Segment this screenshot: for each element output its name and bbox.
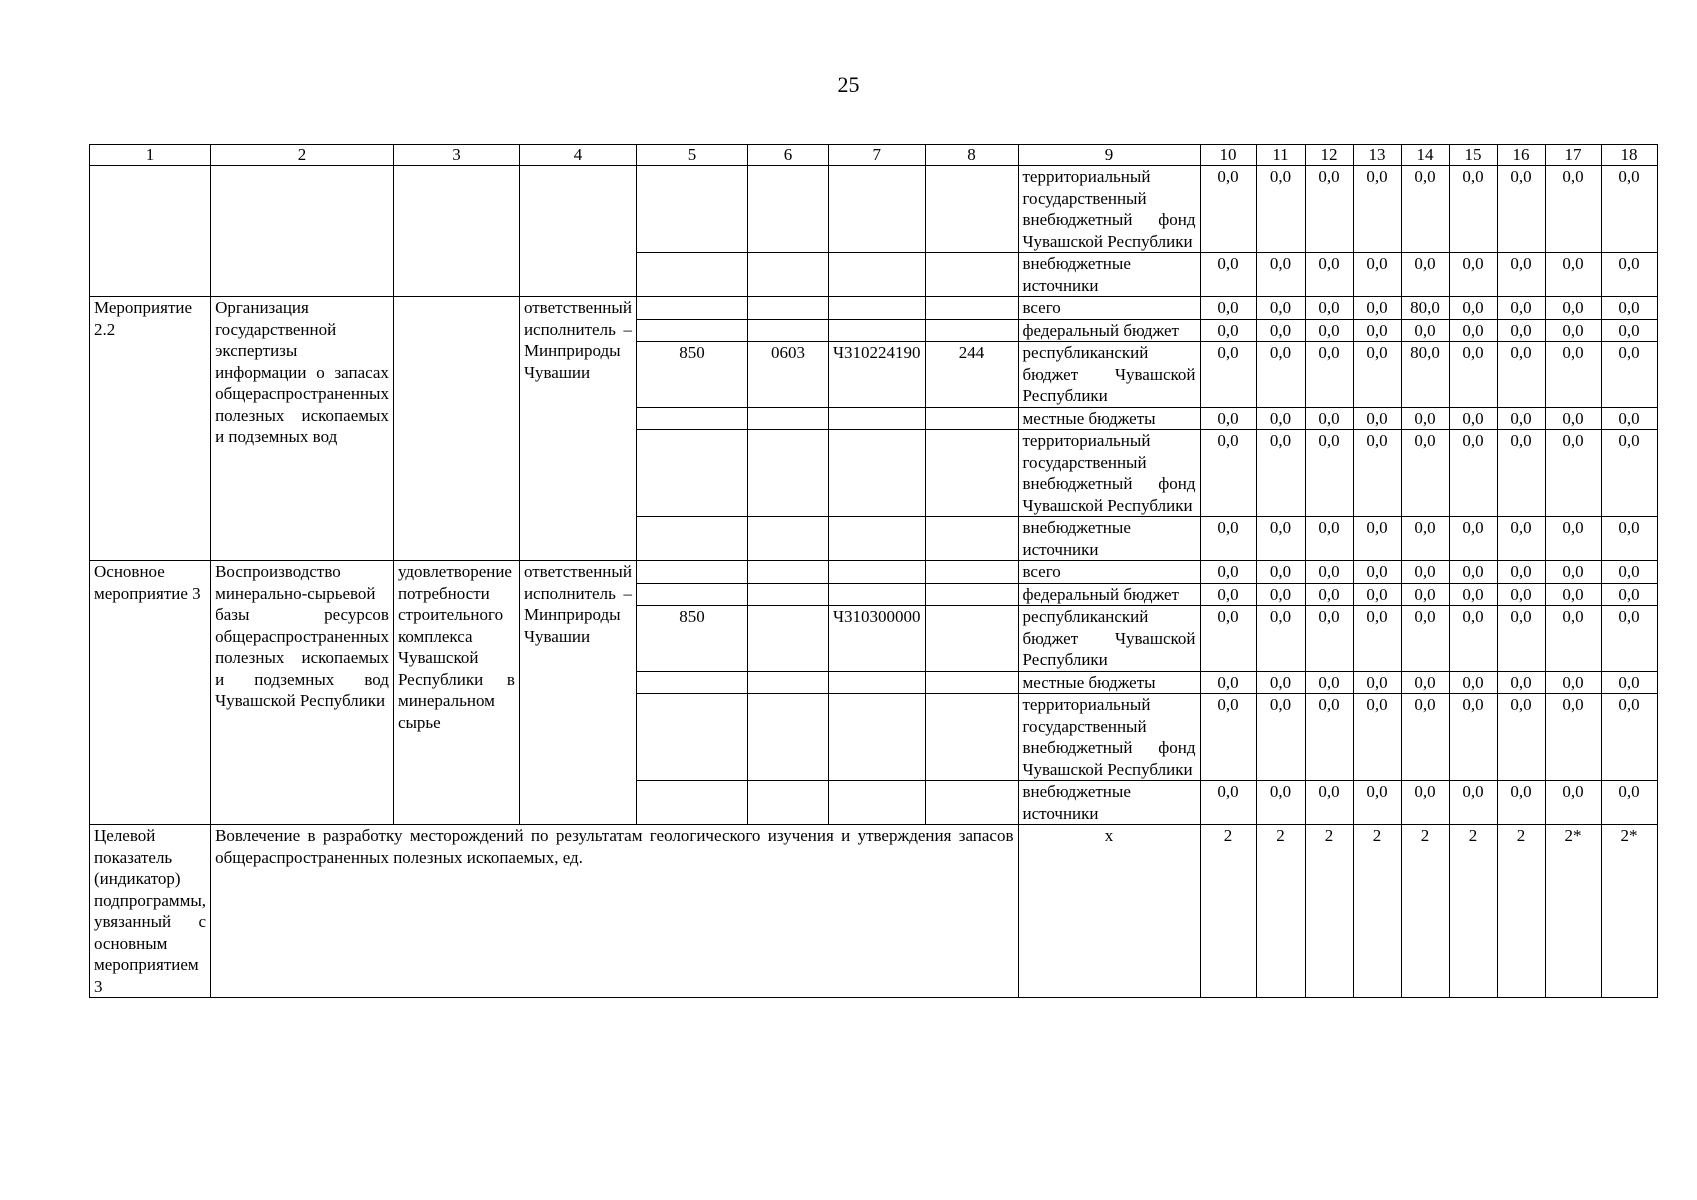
csr-cell <box>828 430 925 517</box>
target-value: 2 <box>1497 825 1545 998</box>
value-cell: 0,0 <box>1305 319 1353 342</box>
column-header: 7 <box>828 145 925 166</box>
value-cell: 0,0 <box>1305 297 1353 320</box>
value-cell: 0,0 <box>1449 407 1497 430</box>
value-cell: 0,0 <box>1449 319 1497 342</box>
source-cell: федеральный бюджет <box>1018 319 1200 342</box>
result-cell: удовлетворение потребности строительного комплекса Чувашской Республики в минеральном сырье <box>393 561 519 825</box>
value-cell: 0,0 <box>1449 517 1497 561</box>
value-cell: 0,0 <box>1256 671 1305 694</box>
csr-cell <box>828 319 925 342</box>
value-cell: 0,0 <box>1401 253 1449 297</box>
grbs-cell <box>636 430 747 517</box>
value-cell: 0,0 <box>1545 694 1601 781</box>
value-cell: 0,0 <box>1545 342 1601 408</box>
grbs-cell <box>636 517 747 561</box>
budget-table <box>89 144 1658 998</box>
value-cell: 80,0 <box>1401 342 1449 408</box>
value-cell: 0,0 <box>1601 561 1657 584</box>
vr-cell <box>925 583 1018 606</box>
rzpr-cell <box>747 430 828 517</box>
column-header: 5 <box>636 145 747 166</box>
value-cell: 0,0 <box>1353 583 1401 606</box>
value-cell: 0,0 <box>1305 606 1353 672</box>
value-cell: 0,0 <box>1601 166 1657 253</box>
value-cell: 0,0 <box>1256 606 1305 672</box>
source-cell: внебюджетные источники <box>1018 517 1200 561</box>
value-cell: 0,0 <box>1305 253 1353 297</box>
status-cell: Мероприятие 2.2 <box>90 297 211 561</box>
value-cell: 0,0 <box>1353 430 1401 517</box>
value-cell: 80,0 <box>1401 297 1449 320</box>
value-cell: 0,0 <box>1449 342 1497 408</box>
column-header: 13 <box>1353 145 1401 166</box>
name-cell: Воспроизводство минерально-сырьевой базы ресурсов общераспространенных полезных ископаемых и подземных вод Чувашской Республики <box>211 561 394 825</box>
value-cell: 0,0 <box>1449 583 1497 606</box>
value-cell: 0,0 <box>1401 407 1449 430</box>
value-cell: 0,0 <box>1200 319 1256 342</box>
grbs-cell <box>636 561 747 584</box>
status-cell: Основное мероприятие 3 <box>90 561 211 825</box>
rzpr-cell <box>747 297 828 320</box>
table-row <box>90 561 1658 584</box>
csr-cell <box>828 781 925 825</box>
vr-cell <box>925 561 1018 584</box>
value-cell: 0,0 <box>1449 253 1497 297</box>
value-cell: 0,0 <box>1401 781 1449 825</box>
source-cell: внебюджетные источники <box>1018 781 1200 825</box>
rzpr-cell <box>747 694 828 781</box>
csr-cell <box>828 253 925 297</box>
value-cell: 0,0 <box>1601 781 1657 825</box>
value-cell: 0,0 <box>1545 606 1601 672</box>
rzpr-cell <box>747 166 828 253</box>
value-cell: 0,0 <box>1401 517 1449 561</box>
value-cell: 0,0 <box>1601 297 1657 320</box>
value-cell: 0,0 <box>1256 430 1305 517</box>
value-cell: 0,0 <box>1353 781 1401 825</box>
value-cell: 0,0 <box>1497 671 1545 694</box>
value-cell: 0,0 <box>1545 297 1601 320</box>
value-cell: 0,0 <box>1305 342 1353 408</box>
value-cell: 0,0 <box>1545 561 1601 584</box>
value-cell: 0,0 <box>1497 253 1545 297</box>
header-row <box>90 145 1658 166</box>
target-value: 2 <box>1401 825 1449 998</box>
value-cell: 0,0 <box>1200 694 1256 781</box>
value-cell: 0,0 <box>1200 430 1256 517</box>
value-cell: 0,0 <box>1353 694 1401 781</box>
value-cell: 0,0 <box>1401 166 1449 253</box>
source-cell: внебюджетные источники <box>1018 253 1200 297</box>
rzpr-cell <box>747 253 828 297</box>
value-cell: 0,0 <box>1497 407 1545 430</box>
target-value: 2 <box>1449 825 1497 998</box>
target-value: 2 <box>1353 825 1401 998</box>
value-cell: 0,0 <box>1256 694 1305 781</box>
value-cell: 0,0 <box>1256 319 1305 342</box>
result-cell <box>393 166 519 297</box>
column-header: 10 <box>1200 145 1256 166</box>
value-cell: 0,0 <box>1449 606 1497 672</box>
value-cell: 0,0 <box>1200 407 1256 430</box>
value-cell: 0,0 <box>1497 694 1545 781</box>
grbs-cell <box>636 671 747 694</box>
grbs-cell <box>636 253 747 297</box>
executor-cell <box>519 166 636 297</box>
value-cell: 0,0 <box>1497 561 1545 584</box>
source-cell: местные бюджеты <box>1018 671 1200 694</box>
value-cell: 0,0 <box>1601 517 1657 561</box>
value-cell: 0,0 <box>1497 319 1545 342</box>
result-cell <box>393 297 519 561</box>
table-row <box>90 166 1658 253</box>
value-cell: 0,0 <box>1200 781 1256 825</box>
source-cell: республиканский бюджет Чувашской Республики <box>1018 342 1200 408</box>
value-cell: 0,0 <box>1497 166 1545 253</box>
page-number: 25 <box>837 72 860 97</box>
vr-cell <box>925 781 1018 825</box>
value-cell: 0,0 <box>1601 407 1657 430</box>
rzpr-cell <box>747 319 828 342</box>
value-cell: 0,0 <box>1449 297 1497 320</box>
csr-cell <box>828 561 925 584</box>
rzpr-cell <box>747 606 828 672</box>
source-cell: всего <box>1018 297 1200 320</box>
column-header: 4 <box>519 145 636 166</box>
column-header: 12 <box>1305 145 1353 166</box>
value-cell: 0,0 <box>1497 781 1545 825</box>
value-cell: 0,0 <box>1545 253 1601 297</box>
source-cell: республиканский бюджет Чувашской Республики <box>1018 606 1200 672</box>
value-cell: 0,0 <box>1545 781 1601 825</box>
column-header: 14 <box>1401 145 1449 166</box>
value-cell: 0,0 <box>1449 781 1497 825</box>
value-cell: 0,0 <box>1353 297 1401 320</box>
source-cell: всего <box>1018 561 1200 584</box>
value-cell: 0,0 <box>1200 671 1256 694</box>
csr-cell <box>828 166 925 253</box>
value-cell: 0,0 <box>1449 561 1497 584</box>
value-cell: 0,0 <box>1545 430 1601 517</box>
grbs-cell <box>636 319 747 342</box>
column-header: 18 <box>1601 145 1657 166</box>
csr-cell <box>828 517 925 561</box>
value-cell: 0,0 <box>1256 166 1305 253</box>
source-cell: территориальный государственный внебюджетный фонд Чувашской Республики <box>1018 166 1200 253</box>
value-cell: 0,0 <box>1200 583 1256 606</box>
rzpr-cell <box>747 671 828 694</box>
target-description: Вовлечение в разработку месторождений по результатам геологического изучения и утверждения запасов общераспространенных полезных ископаемых, ед. <box>211 825 1018 998</box>
value-cell: 0,0 <box>1305 694 1353 781</box>
vr-cell: 244 <box>925 342 1018 408</box>
value-cell: 0,0 <box>1200 561 1256 584</box>
target-value: 2 <box>1200 825 1256 998</box>
column-header: 16 <box>1497 145 1545 166</box>
value-cell: 0,0 <box>1353 671 1401 694</box>
csr-cell <box>828 583 925 606</box>
source-cell: федеральный бюджет <box>1018 583 1200 606</box>
value-cell: 0,0 <box>1601 253 1657 297</box>
grbs-cell: 850 <box>636 342 747 408</box>
value-cell: 0,0 <box>1545 407 1601 430</box>
value-cell: 0,0 <box>1256 781 1305 825</box>
csr-cell <box>828 694 925 781</box>
grbs-cell: 850 <box>636 606 747 672</box>
value-cell: 0,0 <box>1401 694 1449 781</box>
value-cell: 0,0 <box>1449 694 1497 781</box>
value-cell: 0,0 <box>1256 583 1305 606</box>
value-cell: 0,0 <box>1353 166 1401 253</box>
value-cell: 0,0 <box>1401 671 1449 694</box>
rzpr-cell <box>747 517 828 561</box>
rzpr-cell <box>747 561 828 584</box>
value-cell: 0,0 <box>1497 583 1545 606</box>
value-cell: 0,0 <box>1545 517 1601 561</box>
name-cell <box>211 166 394 297</box>
column-header: 2 <box>211 145 394 166</box>
vr-cell <box>925 694 1018 781</box>
status-cell <box>90 166 211 297</box>
value-cell: 0,0 <box>1545 583 1601 606</box>
value-cell: 0,0 <box>1256 561 1305 584</box>
value-cell: 0,0 <box>1200 297 1256 320</box>
source-cell: местные бюджеты <box>1018 407 1200 430</box>
name-cell: Организация государственной экспертизы информации о запасах общераспространенных полезных ископаемых и подземных вод <box>211 297 394 561</box>
value-cell: 0,0 <box>1601 319 1657 342</box>
grbs-cell <box>636 583 747 606</box>
source-cell: территориальный государственный внебюджетный фонд Чувашской Республики <box>1018 694 1200 781</box>
grbs-cell <box>636 297 747 320</box>
vr-cell <box>925 407 1018 430</box>
table-row <box>90 297 1658 320</box>
value-cell: 0,0 <box>1545 166 1601 253</box>
vr-cell <box>925 671 1018 694</box>
csr-cell <box>828 671 925 694</box>
value-cell: 0,0 <box>1401 606 1449 672</box>
vr-cell <box>925 430 1018 517</box>
csr-cell <box>828 407 925 430</box>
target-value: 2* <box>1545 825 1601 998</box>
value-cell: 0,0 <box>1353 561 1401 584</box>
vr-cell <box>925 297 1018 320</box>
value-cell: 0,0 <box>1353 517 1401 561</box>
value-cell: 0,0 <box>1305 166 1353 253</box>
value-cell: 0,0 <box>1353 407 1401 430</box>
rzpr-cell: 0603 <box>747 342 828 408</box>
value-cell: 0,0 <box>1497 297 1545 320</box>
rzpr-cell <box>747 781 828 825</box>
csr-cell: Ч310300000 <box>828 606 925 672</box>
value-cell: 0,0 <box>1601 583 1657 606</box>
vr-cell <box>925 517 1018 561</box>
value-cell: 0,0 <box>1256 297 1305 320</box>
value-cell: 0,0 <box>1601 671 1657 694</box>
value-cell: 0,0 <box>1497 517 1545 561</box>
grbs-cell <box>636 407 747 430</box>
column-header: 3 <box>393 145 519 166</box>
rzpr-cell <box>747 407 828 430</box>
value-cell: 0,0 <box>1601 430 1657 517</box>
vr-cell <box>925 253 1018 297</box>
source-cell: территориальный государственный внебюджетный фонд Чувашской Республики <box>1018 430 1200 517</box>
value-cell: 0,0 <box>1601 694 1657 781</box>
column-header: 9 <box>1018 145 1200 166</box>
value-cell: 0,0 <box>1401 583 1449 606</box>
value-cell: 0,0 <box>1305 781 1353 825</box>
value-cell: 0,0 <box>1353 253 1401 297</box>
grbs-cell <box>636 694 747 781</box>
vr-cell <box>925 606 1018 672</box>
value-cell: 0,0 <box>1449 671 1497 694</box>
value-cell: 0,0 <box>1601 342 1657 408</box>
value-cell: 0,0 <box>1305 407 1353 430</box>
value-cell: 0,0 <box>1601 606 1657 672</box>
value-cell: 0,0 <box>1200 342 1256 408</box>
csr-cell: Ч310224190 <box>828 342 925 408</box>
value-cell: 0,0 <box>1353 342 1401 408</box>
column-header: 8 <box>925 145 1018 166</box>
target-marker: х <box>1018 825 1200 998</box>
value-cell: 0,0 <box>1256 253 1305 297</box>
value-cell: 0,0 <box>1545 671 1601 694</box>
value-cell: 0,0 <box>1305 671 1353 694</box>
value-cell: 0,0 <box>1353 319 1401 342</box>
column-header: 1 <box>90 145 211 166</box>
value-cell: 0,0 <box>1256 342 1305 408</box>
value-cell: 0,0 <box>1497 342 1545 408</box>
value-cell: 0,0 <box>1497 606 1545 672</box>
executor-cell: ответственный исполнитель – Минприроды Чувашии <box>519 561 636 825</box>
value-cell: 0,0 <box>1256 517 1305 561</box>
value-cell: 0,0 <box>1401 319 1449 342</box>
value-cell: 0,0 <box>1305 430 1353 517</box>
value-cell: 0,0 <box>1200 166 1256 253</box>
value-cell: 0,0 <box>1305 561 1353 584</box>
table-body <box>90 145 1658 998</box>
value-cell: 0,0 <box>1497 430 1545 517</box>
value-cell: 0,0 <box>1305 583 1353 606</box>
rzpr-cell <box>747 583 828 606</box>
vr-cell <box>925 166 1018 253</box>
target-value: 2 <box>1305 825 1353 998</box>
value-cell: 0,0 <box>1545 319 1601 342</box>
value-cell: 0,0 <box>1200 253 1256 297</box>
value-cell: 0,0 <box>1200 606 1256 672</box>
target-row <box>90 825 1658 998</box>
grbs-cell <box>636 166 747 253</box>
executor-cell: ответственный исполнитель – Минприроды Чувашии <box>519 297 636 561</box>
value-cell: 0,0 <box>1305 517 1353 561</box>
value-cell: 0,0 <box>1353 606 1401 672</box>
column-header: 6 <box>747 145 828 166</box>
target-value: 2 <box>1256 825 1305 998</box>
value-cell: 0,0 <box>1256 407 1305 430</box>
column-header: 15 <box>1449 145 1497 166</box>
target-value: 2* <box>1601 825 1657 998</box>
grbs-cell <box>636 781 747 825</box>
value-cell: 0,0 <box>1449 430 1497 517</box>
value-cell: 0,0 <box>1401 561 1449 584</box>
vr-cell <box>925 319 1018 342</box>
value-cell: 0,0 <box>1401 430 1449 517</box>
column-header: 11 <box>1256 145 1305 166</box>
csr-cell <box>828 297 925 320</box>
column-header: 17 <box>1545 145 1601 166</box>
value-cell: 0,0 <box>1200 517 1256 561</box>
value-cell: 0,0 <box>1449 166 1497 253</box>
target-label: Целевой показатель (индикатор) подпрограммы, увязанный с основным мероприятием 3 <box>90 825 211 998</box>
